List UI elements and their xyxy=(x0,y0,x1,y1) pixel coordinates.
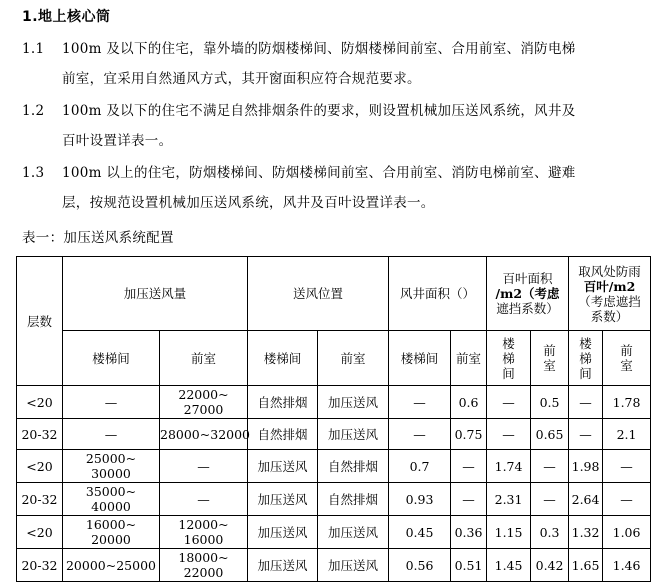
cell-intake-front: 1.46 xyxy=(603,549,651,582)
cell-floors: 20-32 xyxy=(17,419,63,450)
cell-volume-stair: 25000~ 30000 xyxy=(63,450,160,483)
cell-volume-stair: — xyxy=(63,419,160,450)
cell-shaft-front: 0.36 xyxy=(451,516,487,549)
cell-louver-front: 0.3 xyxy=(531,516,569,549)
cell-shaft-front: — xyxy=(451,483,487,516)
cell-floors: 20-32 xyxy=(17,483,63,516)
cell-louver-stair: — xyxy=(487,386,531,419)
cell-position-front: 加压送风 xyxy=(318,549,389,582)
cell-intake-stair: 1.32 xyxy=(569,516,603,549)
cell-volume-front: 18000~ 22000 xyxy=(160,549,248,582)
table-row xyxy=(17,419,651,450)
cell-intake-stair: 1.98 xyxy=(569,450,603,483)
subheader-front: 前室 xyxy=(160,331,248,386)
cell-volume-front: 12000~ 16000 xyxy=(160,516,248,549)
cell-shaft-front: 0.75 xyxy=(451,419,487,450)
paragraph-1-1 xyxy=(22,34,654,94)
cell-position-front: 加压送风 xyxy=(318,419,389,450)
cell-volume-front: 28000~32000 xyxy=(160,419,248,450)
cell-shaft-stair: 0.7 xyxy=(389,450,451,483)
cell-shaft-stair: — xyxy=(389,386,451,419)
table-subheader-row xyxy=(17,331,651,386)
cell-louver-front: — xyxy=(531,483,569,516)
paragraph-number: 1.1 xyxy=(22,41,45,57)
cell-shaft-stair: 0.45 xyxy=(389,516,451,549)
cell-position-front: 自然排烟 xyxy=(318,483,389,516)
table-row xyxy=(17,386,651,419)
paragraph-text: 100m 及以下的住宅，靠外墙的防烟楼梯间、防烟楼梯间前室、合用前室、消防电梯 xyxy=(62,41,576,57)
cell-louver-stair: 1.74 xyxy=(487,450,531,483)
subheader-front: 前室 xyxy=(451,331,487,386)
cell-shaft-front: — xyxy=(451,450,487,483)
cell-volume-stair: 16000~ 20000 xyxy=(63,516,160,549)
cell-position-stair: 加压送风 xyxy=(248,483,318,516)
cell-position-stair: 自然排烟 xyxy=(248,419,318,450)
subheader-stair-vertical: 楼 梯 间 xyxy=(487,331,531,386)
cell-floors: 20-32 xyxy=(17,549,63,582)
cell-intake-front: — xyxy=(603,450,651,483)
cell-intake-front: 1.06 xyxy=(603,516,651,549)
table-row xyxy=(17,483,651,516)
cell-position-front: 加压送风 xyxy=(318,516,389,549)
subheader-front: 前室 xyxy=(318,331,389,386)
paragraph-text: 100m 及以下的住宅不满足自然排烟条件的要求，则设置机械加压送风系统，风井及 xyxy=(62,103,576,119)
cell-floors: <20 xyxy=(17,516,63,549)
table-row xyxy=(17,549,651,582)
cell-louver-stair: 1.45 xyxy=(487,549,531,582)
table-header-row xyxy=(17,257,651,331)
cell-volume-stair: 35000~ 40000 xyxy=(63,483,160,516)
cell-shaft-front: 0.6 xyxy=(451,386,487,419)
cell-position-stair: 自然排烟 xyxy=(248,386,318,419)
cell-intake-stair: 2.64 xyxy=(569,483,603,516)
cell-shaft-stair: — xyxy=(389,419,451,450)
header-position: 送风位置 xyxy=(248,257,389,331)
subheader-stair-vertical: 楼 梯 间 xyxy=(569,331,603,386)
cell-louver-front: 0.42 xyxy=(531,549,569,582)
cell-intake-stair: — xyxy=(569,419,603,450)
cell-shaft-stair: 0.93 xyxy=(389,483,451,516)
subheader-stair: 楼梯间 xyxy=(248,331,318,386)
cell-position-front: 加压送风 xyxy=(318,386,389,419)
header-shaft-area: 风井面积（） xyxy=(389,257,487,331)
header-floors: 层数 xyxy=(17,257,63,386)
header-intake-louver: 取风处防雨 百叶/m2 （考虑遮挡 系数） xyxy=(569,257,651,331)
subheader-stair: 楼梯间 xyxy=(389,331,451,386)
cell-volume-front: — xyxy=(160,450,248,483)
header-air-volume: 加压送风量 xyxy=(63,257,248,331)
cell-position-stair: 加压送风 xyxy=(248,450,318,483)
cell-louver-front: 0.65 xyxy=(531,419,569,450)
cell-volume-front: — xyxy=(160,483,248,516)
table-row xyxy=(17,450,651,483)
cell-louver-stair: 1.15 xyxy=(487,516,531,549)
subheader-front-vertical: 前 室 xyxy=(531,331,569,386)
cell-position-front: 自然排烟 xyxy=(318,450,389,483)
cell-volume-front: 22000~ 27000 xyxy=(160,386,248,419)
cell-floors: <20 xyxy=(17,450,63,483)
cell-position-stair: 加压送风 xyxy=(248,549,318,582)
cell-intake-stair: 1.65 xyxy=(569,549,603,582)
cell-louver-front: — xyxy=(531,450,569,483)
section-heading: 1.地上核心筒 xyxy=(22,9,111,25)
cell-volume-stair: — xyxy=(63,386,160,419)
paragraph-text: 100m 以上的住宅，防烟楼梯间、防烟楼梯间前室、合用前室、消防电梯前室、避难 xyxy=(62,165,576,181)
cell-position-stair: 加压送风 xyxy=(248,516,318,549)
cell-shaft-stair: 0.56 xyxy=(389,549,451,582)
cell-louver-front: 0.5 xyxy=(531,386,569,419)
subheader-front-vertical: 前 室 xyxy=(603,331,651,386)
paragraph-text: 层，按规范设置机械加压送风系统，风井及百叶设置详表一。 xyxy=(62,195,435,211)
cell-floors: <20 xyxy=(17,386,63,419)
paragraph-1-3 xyxy=(22,158,654,218)
table-caption: 表一：加压送风系统配置 xyxy=(22,230,174,246)
cell-intake-stair: — xyxy=(569,386,603,419)
cell-intake-front: — xyxy=(603,483,651,516)
paragraph-number: 1.3 xyxy=(22,165,45,181)
cell-shaft-front: 0.51 xyxy=(451,549,487,582)
table-row xyxy=(17,516,651,549)
paragraph-text: 前室，宜采用自然通风方式，其开窗面积应符合规范要求。 xyxy=(62,71,421,87)
header-louver-area: 百叶面积 /m2（考虑 遮挡系数） xyxy=(487,257,569,331)
paragraph-text: 百叶设置详表一。 xyxy=(62,133,173,149)
cell-volume-stair: 20000~25000 xyxy=(63,549,160,582)
paragraph-1-2 xyxy=(22,96,654,156)
pressurization-config-table xyxy=(16,256,651,582)
cell-intake-front: 1.78 xyxy=(603,386,651,419)
cell-louver-stair: 2.31 xyxy=(487,483,531,516)
cell-louver-stair: — xyxy=(487,419,531,450)
cell-intake-front: 2.1 xyxy=(603,419,651,450)
paragraph-number: 1.2 xyxy=(22,103,45,119)
subheader-stair: 楼梯间 xyxy=(63,331,160,386)
